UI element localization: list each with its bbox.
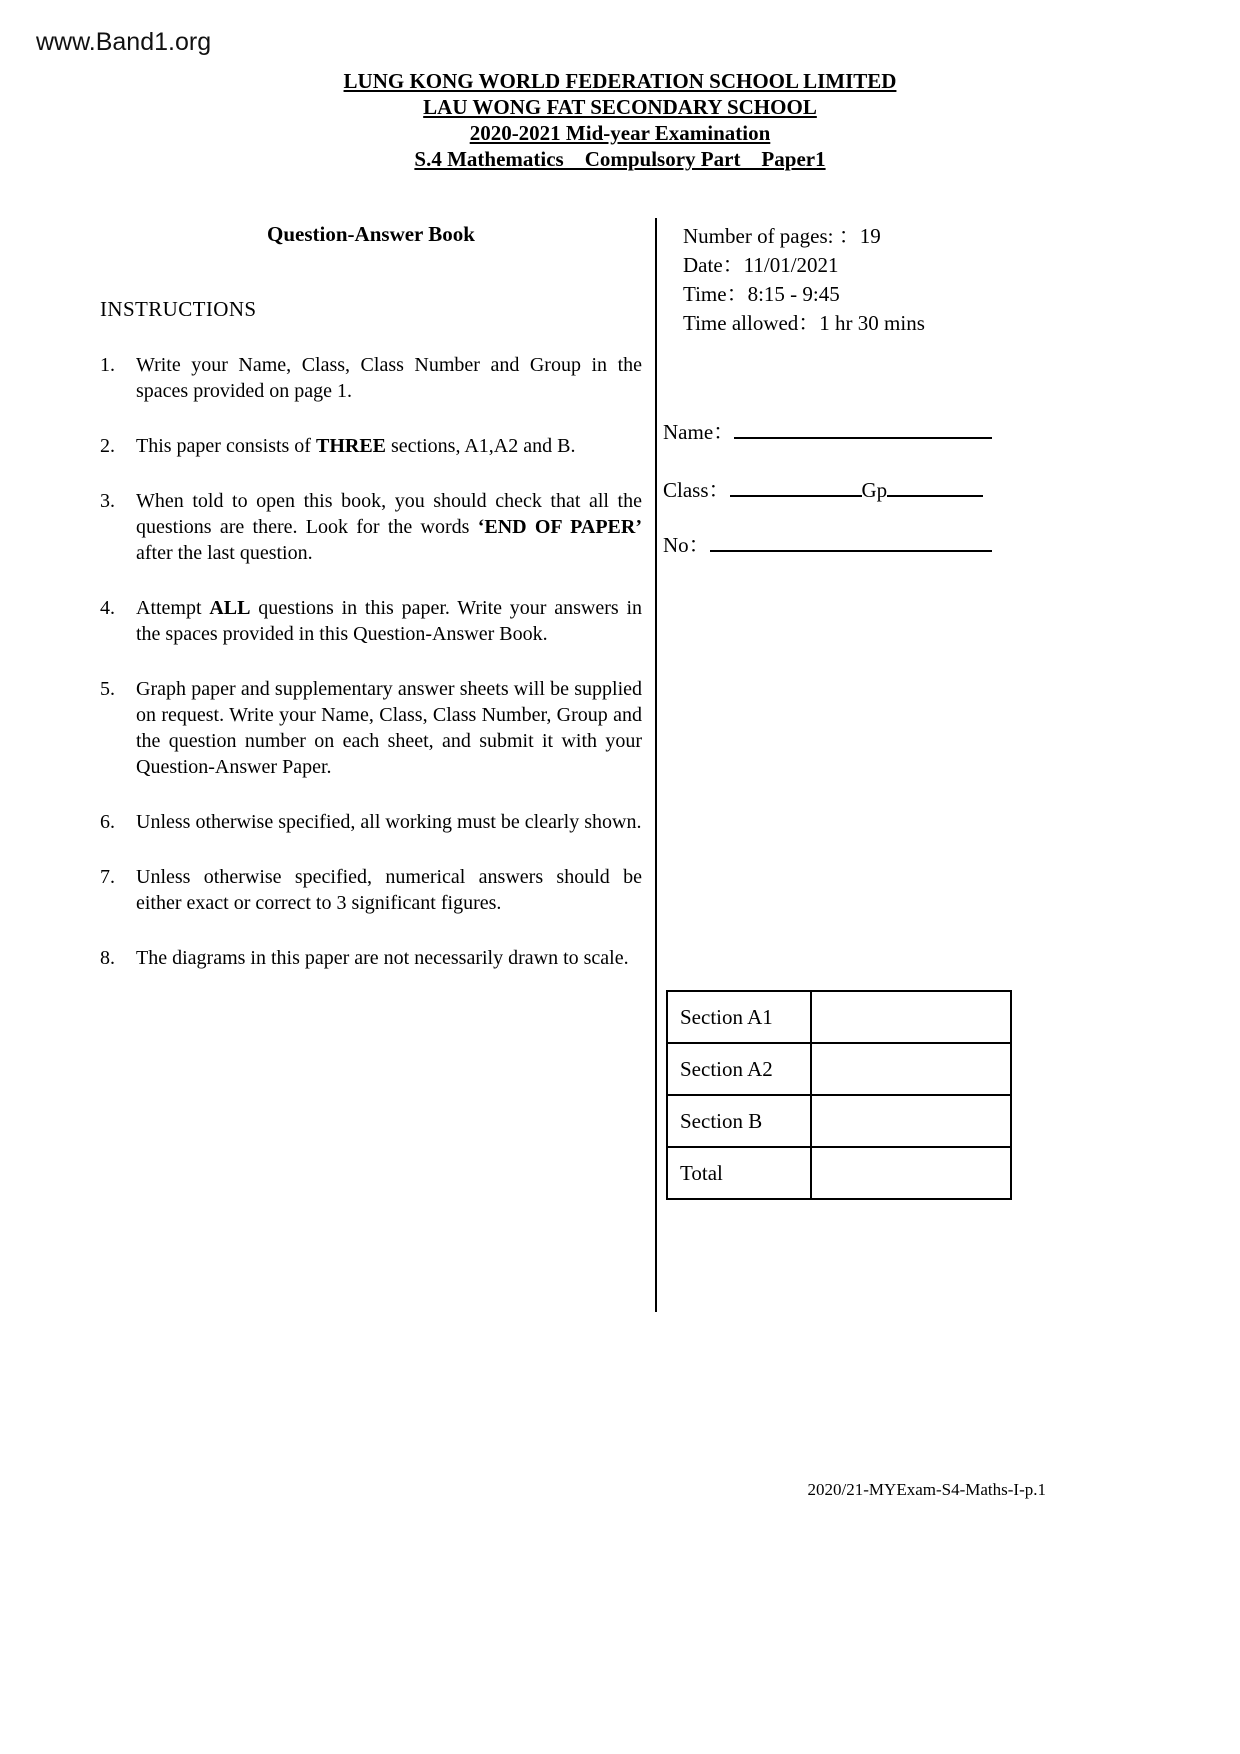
- instruction-text: Write your Name, Class, Class Number and Group in the spaces provided on page 1.: [136, 354, 642, 402]
- class-number-label: No：: [663, 533, 710, 557]
- marks-table-row: [667, 991, 1011, 1043]
- instruction-text: Unless otherwise specified, numerical answers should be either exact or correct to 3 significant figures.: [136, 866, 642, 914]
- marks-row-label: Section B: [667, 1095, 811, 1147]
- instruction-item: [100, 945, 642, 971]
- marks-row-value: [811, 1043, 1011, 1095]
- marks-table-body: [667, 991, 1011, 1199]
- instruction-number: 6.: [100, 811, 115, 833]
- marks-row-value: [811, 1147, 1011, 1199]
- question-answer-book-title: Question-Answer Book: [267, 222, 475, 246]
- pages-info-line: Number of pages: ：19: [683, 224, 881, 248]
- instruction-number: 8.: [100, 947, 115, 969]
- instruction-text: Unless otherwise specified, all working must be clearly shown.: [136, 811, 642, 833]
- school-name-line-1: LUNG KONG WORLD FEDERATION SCHOOL LIMITED: [343, 69, 897, 93]
- footer-document-code: 2020/21-MYExam-S4-Maths-I-p.1: [807, 1480, 1046, 1499]
- instruction-number: 7.: [100, 866, 115, 888]
- marks-row-label: Total: [667, 1147, 811, 1199]
- instruction-text: This paper consists of THREE sections, A1,A2 and B.: [136, 435, 576, 457]
- exam-title-line: 2020-2021 Mid-year Examination: [469, 121, 771, 145]
- instruction-number: 4.: [100, 597, 115, 619]
- time-allowed-info-line: Time allowed：1 hr 30 mins: [683, 311, 925, 335]
- marks-row-value: [811, 991, 1011, 1043]
- instruction-text: The diagrams in this paper are not necessarily drawn to scale.: [136, 947, 629, 969]
- class-number-blank-line: [710, 530, 992, 552]
- marks-row-label: Section A2: [667, 1043, 811, 1095]
- instructions-column: [100, 222, 642, 1000]
- name-label: Name：: [663, 420, 735, 444]
- group-blank-line: [887, 475, 983, 497]
- group-label: Gp: [861, 478, 888, 502]
- school-name-line-2: LAU WONG FAT SECONDARY SCHOOL: [423, 95, 817, 119]
- instructions-heading: INSTRUCTIONS: [100, 297, 257, 321]
- instruction-item: [100, 864, 642, 916]
- instructions-list: [100, 352, 642, 971]
- marks-table-row: [667, 1147, 1011, 1199]
- instruction-text: Graph paper and supplementary answer sheets will be supplied on request. Write your Name, Class, Class Number, Group and the question number on each sheet, and submit it with your Question-Answer Paper.: [136, 678, 642, 778]
- marks-row-value: [811, 1095, 1011, 1147]
- instruction-item: [100, 676, 642, 780]
- instruction-item: [100, 433, 642, 459]
- instruction-item: [100, 352, 642, 404]
- header: [0, 68, 1240, 172]
- marks-row-label: Section A1: [667, 991, 811, 1043]
- instruction-text: Attempt ALL questions in this paper. Write your answers in the spaces provided in this Question-Answer Book.: [136, 597, 643, 645]
- instruction-number: 5.: [100, 678, 115, 700]
- watermark-text: www.Band1.org: [36, 28, 212, 56]
- column-divider-line: [655, 218, 657, 1312]
- class-number-field: [663, 529, 992, 559]
- instruction-item: [100, 595, 642, 647]
- instruction-item: [100, 809, 642, 835]
- instruction-number: 1.: [100, 354, 115, 376]
- instruction-item: [100, 488, 642, 566]
- paper-title-line: S.4 Mathematics Compulsory Part Paper1: [414, 147, 826, 171]
- class-label: Class：: [663, 478, 730, 502]
- instruction-number: 3.: [100, 490, 115, 512]
- instruction-number: 2.: [100, 435, 115, 457]
- instruction-text: When told to open this book, you should check that all the questions are there. Look for the words ‘END OF PAPER’ after the last question.: [136, 490, 642, 564]
- name-field: [663, 416, 992, 446]
- name-blank-line: [734, 417, 992, 439]
- class-blank-line: [730, 475, 862, 497]
- marks-table-row: [667, 1043, 1011, 1095]
- time-info-line: Time：8:15 - 9:45: [683, 282, 840, 306]
- exam-info-block: [683, 222, 1023, 338]
- class-field: [663, 474, 983, 504]
- date-info-line: Date：11/01/2021: [683, 253, 839, 277]
- marks-table: [666, 990, 1012, 1200]
- marks-table-row: [667, 1095, 1011, 1147]
